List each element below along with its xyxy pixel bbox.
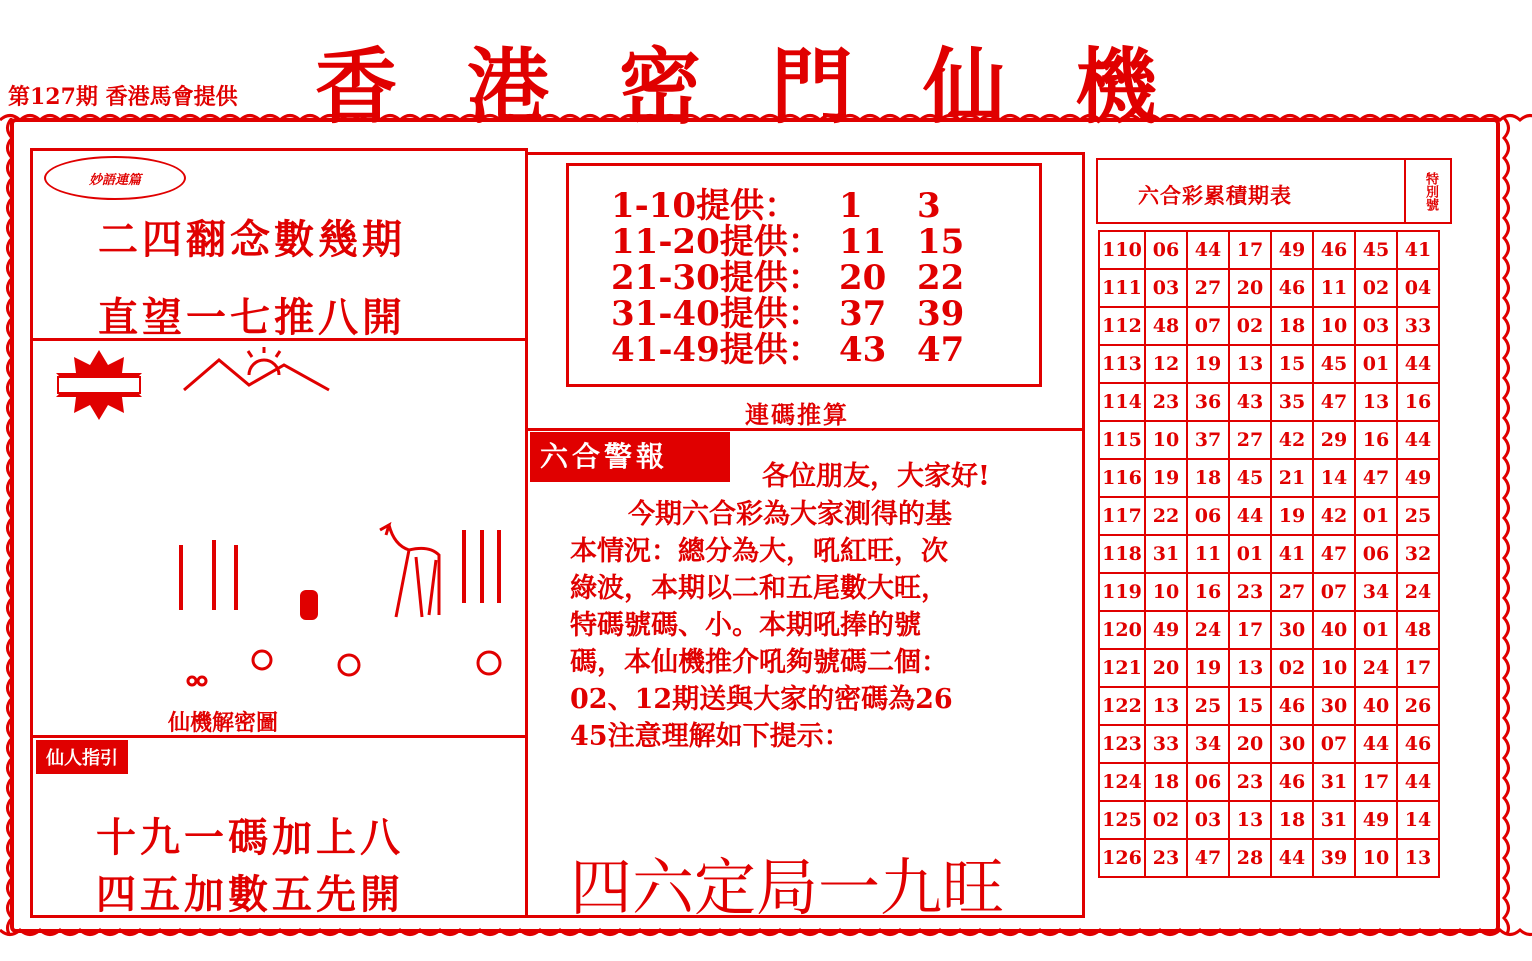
number-cell: 49 xyxy=(1397,459,1439,497)
slogan: 四六定局一九旺 xyxy=(570,851,1005,924)
number-cell: 45 xyxy=(1355,231,1397,269)
number-cell: 36 xyxy=(1187,383,1229,421)
table-row xyxy=(1099,497,1439,535)
issue-cell: 112 xyxy=(1099,307,1145,345)
number-cell: 47 xyxy=(1355,459,1397,497)
bamboo-icon xyxy=(181,530,499,610)
divider xyxy=(528,152,1085,155)
number-cell: 37 xyxy=(1187,421,1229,459)
history-table xyxy=(1098,230,1440,878)
para-line: 02、12期送與大家的密碼為26 xyxy=(570,684,953,715)
table-row xyxy=(1099,763,1439,801)
number-cell: 24 xyxy=(1397,573,1439,611)
number-cell: 25 xyxy=(1187,687,1229,725)
left-scallop-border xyxy=(0,118,16,933)
range-row: 21-30提供： 20 22 xyxy=(611,258,965,298)
number-cell: 31 xyxy=(1313,801,1355,839)
number-cell: 10 xyxy=(1145,421,1187,459)
number-cell: 13 xyxy=(1229,649,1271,687)
range-row: 31-40提供： 37 39 xyxy=(611,294,965,334)
number-cell: 10 xyxy=(1313,307,1355,345)
issue-cell: 116 xyxy=(1099,459,1145,497)
number-cell: 01 xyxy=(1229,535,1271,573)
number-cell: 06 xyxy=(1187,763,1229,801)
provider-text: 香港馬會提供 xyxy=(105,84,238,110)
issue-cell: 121 xyxy=(1099,649,1145,687)
number-cell: 34 xyxy=(1187,725,1229,763)
divider xyxy=(1082,152,1085,918)
number-cell: 18 xyxy=(1271,801,1313,839)
alert-paragraph xyxy=(570,496,1070,755)
issue-header xyxy=(8,80,238,111)
para-line: 碼，本仙機推介吼夠號碼二個： xyxy=(570,647,948,678)
number-cell: 22 xyxy=(1145,497,1187,535)
table-row xyxy=(1099,459,1439,497)
number-cell: 13 xyxy=(1145,687,1187,725)
number-cell: 27 xyxy=(1271,573,1313,611)
number-cell: 30 xyxy=(1271,725,1313,763)
page-title: 香港密門仙機 xyxy=(315,39,1228,135)
stone-icon xyxy=(300,590,318,620)
number-cell: 10 xyxy=(1145,573,1187,611)
para-line: 45注意理解如下提示： xyxy=(570,721,851,752)
issue-cell: 119 xyxy=(1099,573,1145,611)
number-cell: 47 xyxy=(1313,535,1355,573)
number-cell: 20 xyxy=(1145,649,1187,687)
issue-cell: 115 xyxy=(1099,421,1145,459)
table-row xyxy=(1099,839,1439,877)
number-cell: 46 xyxy=(1313,231,1355,269)
number-cell: 24 xyxy=(1355,649,1397,687)
number-cell: 11 xyxy=(1313,269,1355,307)
history-header xyxy=(1096,158,1452,224)
number-cell: 13 xyxy=(1355,383,1397,421)
number-cell: 45 xyxy=(1313,345,1355,383)
divider xyxy=(30,735,528,738)
issue-cell: 125 xyxy=(1099,801,1145,839)
number-cell: 47 xyxy=(1187,839,1229,877)
number-cell: 17 xyxy=(1229,231,1271,269)
number-cell: 31 xyxy=(1145,535,1187,573)
deer-icon xyxy=(380,525,439,617)
table-row xyxy=(1099,345,1439,383)
number-cell: 42 xyxy=(1271,421,1313,459)
number-cell: 44 xyxy=(1271,839,1313,877)
number-cell: 32 xyxy=(1397,535,1439,573)
number-cell: 24 xyxy=(1187,611,1229,649)
number-cell: 30 xyxy=(1313,687,1355,725)
right-scallop-border xyxy=(1500,118,1516,933)
table-row xyxy=(1099,231,1439,269)
number-cell: 25 xyxy=(1397,497,1439,535)
number-cell: 41 xyxy=(1397,231,1439,269)
para-line: 特碼號碼、小。本期吼捧的號 xyxy=(570,610,921,641)
issue-cell: 126 xyxy=(1099,839,1145,877)
number-cell: 44 xyxy=(1397,763,1439,801)
number-cell: 35 xyxy=(1271,383,1313,421)
number-cell: 29 xyxy=(1313,421,1355,459)
number-cell: 01 xyxy=(1355,497,1397,535)
number-cell: 01 xyxy=(1355,611,1397,649)
number-cell: 13 xyxy=(1397,839,1439,877)
number-cell: 44 xyxy=(1229,497,1271,535)
number-cell: 15 xyxy=(1271,345,1313,383)
number-cell: 02 xyxy=(1145,801,1187,839)
number-cell: 16 xyxy=(1355,421,1397,459)
issue-cell: 114 xyxy=(1099,383,1145,421)
divider xyxy=(525,148,528,918)
table-row xyxy=(1099,383,1439,421)
number-cell: 06 xyxy=(1145,231,1187,269)
issue-cell: 111 xyxy=(1099,269,1145,307)
number-cell: 07 xyxy=(1313,725,1355,763)
ranges-list xyxy=(611,188,995,368)
number-cell: 17 xyxy=(1355,763,1397,801)
issue-cell: 123 xyxy=(1099,725,1145,763)
history-title: 六合彩累積期表 xyxy=(1138,184,1292,208)
number-cell: 19 xyxy=(1187,649,1229,687)
number-cell: 23 xyxy=(1229,763,1271,801)
para-line: 綠波，本期以二和五尾數大旺， xyxy=(570,573,948,604)
number-cell: 23 xyxy=(1145,383,1187,421)
table-row xyxy=(1099,307,1439,345)
number-cell: 49 xyxy=(1271,231,1313,269)
top-scallop-border xyxy=(0,108,1532,124)
number-cell: 04 xyxy=(1397,269,1439,307)
guide-line-1: 十九一碼加上八 xyxy=(96,814,404,861)
issue-number: 第127期 xyxy=(8,84,98,110)
number-cell: 44 xyxy=(1187,231,1229,269)
bottom-scallop-border xyxy=(0,926,1532,942)
table-row xyxy=(1099,421,1439,459)
number-cell: 41 xyxy=(1271,535,1313,573)
table-row xyxy=(1099,725,1439,763)
issue-cell: 122 xyxy=(1099,687,1145,725)
issue-cell: 110 xyxy=(1099,231,1145,269)
number-cell: 02 xyxy=(1355,269,1397,307)
number-cell: 13 xyxy=(1229,801,1271,839)
greeting: 各位朋友，大家好! xyxy=(762,461,990,492)
mountain-sun-icon xyxy=(184,347,329,390)
table-row xyxy=(1099,269,1439,307)
chicks-icon xyxy=(188,651,500,685)
number-cell: 16 xyxy=(1187,573,1229,611)
number-cell: 17 xyxy=(1397,649,1439,687)
number-cell: 15 xyxy=(1229,687,1271,725)
number-cell: 48 xyxy=(1145,307,1187,345)
guide-line-2: 四五加數五先開 xyxy=(96,871,404,918)
number-cell: 03 xyxy=(1187,801,1229,839)
number-cell: 33 xyxy=(1145,725,1187,763)
number-cell: 40 xyxy=(1355,687,1397,725)
number-cell: 46 xyxy=(1271,687,1313,725)
number-cell: 44 xyxy=(1355,725,1397,763)
puzzle-illustration xyxy=(44,345,524,695)
number-cell: 20 xyxy=(1229,269,1271,307)
divider xyxy=(30,148,528,151)
number-cell: 46 xyxy=(1271,269,1313,307)
issue-cell: 118 xyxy=(1099,535,1145,573)
range-row: 41-49提供： 43 47 xyxy=(611,330,965,370)
number-cell: 12 xyxy=(1145,345,1187,383)
number-cell: 07 xyxy=(1187,307,1229,345)
number-cell: 49 xyxy=(1145,611,1187,649)
number-cell: 10 xyxy=(1313,649,1355,687)
number-cell: 43 xyxy=(1229,383,1271,421)
number-cell: 33 xyxy=(1397,307,1439,345)
number-cell: 10 xyxy=(1355,839,1397,877)
number-cell: 06 xyxy=(1187,497,1229,535)
range-row: 11-20提供： 11 15 xyxy=(611,222,965,262)
number-cell: 26 xyxy=(1397,687,1439,725)
number-cell: 42 xyxy=(1313,497,1355,535)
para-line: 本情況：總分為大，吼紅旺，次 xyxy=(570,536,948,567)
number-cell: 03 xyxy=(1355,307,1397,345)
number-cell: 40 xyxy=(1313,611,1355,649)
ranges-box xyxy=(566,163,1042,387)
number-cell: 19 xyxy=(1187,345,1229,383)
number-cell: 46 xyxy=(1397,725,1439,763)
number-cell: 02 xyxy=(1229,307,1271,345)
number-cell: 39 xyxy=(1313,839,1355,877)
number-cell: 48 xyxy=(1397,611,1439,649)
number-cell: 30 xyxy=(1271,611,1313,649)
number-cell: 44 xyxy=(1397,421,1439,459)
ranges-caption: 連碼推算 xyxy=(745,401,849,429)
number-cell: 18 xyxy=(1187,459,1229,497)
badge-oval: 妙語連篇 xyxy=(44,156,186,200)
table-row xyxy=(1099,535,1439,573)
number-cell: 19 xyxy=(1145,459,1187,497)
number-cell: 34 xyxy=(1355,573,1397,611)
number-cell: 13 xyxy=(1229,345,1271,383)
divider xyxy=(30,148,33,918)
issue-cell: 124 xyxy=(1099,763,1145,801)
number-cell: 14 xyxy=(1397,801,1439,839)
issue-cell: 117 xyxy=(1099,497,1145,535)
starburst-icon xyxy=(56,350,142,420)
number-cell: 06 xyxy=(1355,535,1397,573)
number-cell: 23 xyxy=(1145,839,1187,877)
number-cell: 45 xyxy=(1229,459,1271,497)
number-cell: 14 xyxy=(1313,459,1355,497)
number-cell: 31 xyxy=(1313,763,1355,801)
number-cell: 20 xyxy=(1229,725,1271,763)
issue-cell: 120 xyxy=(1099,611,1145,649)
riddle-line-2: 直望一七推八開 xyxy=(98,294,406,341)
guide-badge: 仙人指引 xyxy=(36,740,128,774)
number-cell: 17 xyxy=(1229,611,1271,649)
number-cell: 23 xyxy=(1229,573,1271,611)
table-row xyxy=(1099,801,1439,839)
special-number-label: 特別號 xyxy=(1404,160,1450,222)
riddle-line-1: 二四翻念數幾期 xyxy=(98,216,406,263)
number-cell: 27 xyxy=(1229,421,1271,459)
number-cell: 49 xyxy=(1355,801,1397,839)
number-cell: 03 xyxy=(1145,269,1187,307)
range-row: 1-10提供： 1 3 xyxy=(611,186,941,226)
number-cell: 02 xyxy=(1271,649,1313,687)
number-cell: 11 xyxy=(1187,535,1229,573)
number-cell: 47 xyxy=(1313,383,1355,421)
para-line: 今期六合彩為大家測得的基 xyxy=(628,499,952,530)
number-cell: 44 xyxy=(1397,345,1439,383)
number-cell: 28 xyxy=(1229,839,1271,877)
table-row xyxy=(1099,573,1439,611)
table-row xyxy=(1099,687,1439,725)
issue-cell: 113 xyxy=(1099,345,1145,383)
number-cell: 21 xyxy=(1271,459,1313,497)
number-cell: 27 xyxy=(1187,269,1229,307)
number-cell: 07 xyxy=(1313,573,1355,611)
table-row xyxy=(1099,649,1439,687)
alert-badge: 六合警報 xyxy=(530,432,730,482)
table-row xyxy=(1099,611,1439,649)
number-cell: 16 xyxy=(1397,383,1439,421)
number-cell: 18 xyxy=(1271,307,1313,345)
number-cell: 46 xyxy=(1271,763,1313,801)
number-cell: 01 xyxy=(1355,345,1397,383)
number-cell: 18 xyxy=(1145,763,1187,801)
illustration-caption: 仙機解密圖 xyxy=(168,711,279,736)
number-cell: 19 xyxy=(1271,497,1313,535)
